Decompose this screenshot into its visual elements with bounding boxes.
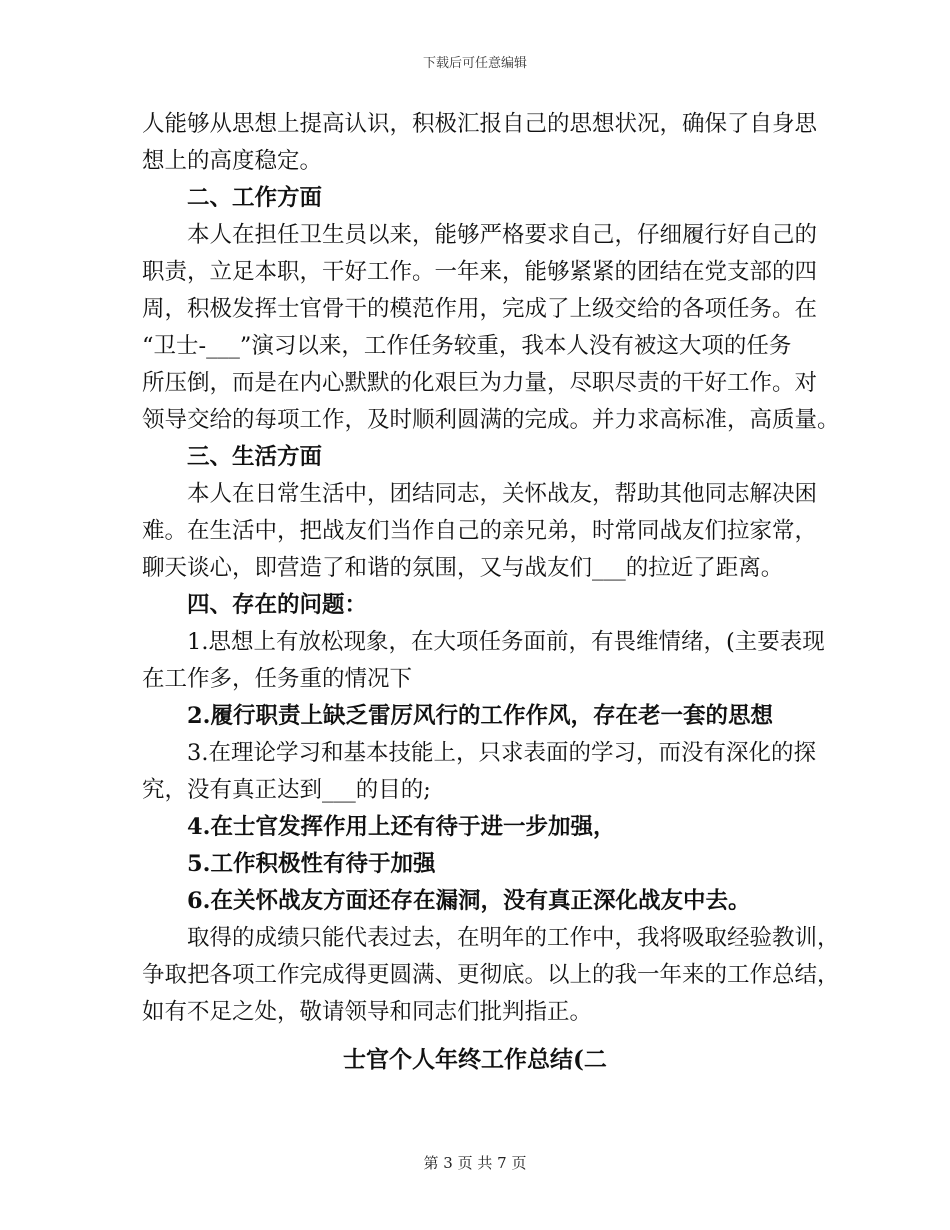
paragraph-line: 争取把各项工作完成得更圆满、更彻底。以上的我一年来的工作总结， (142, 962, 840, 988)
list-item-continuation: 究，没有真正达到___的目的; (142, 777, 431, 803)
list-item: 6.在关怀战友方面还存在漏洞，没有真正深化战友中去。 (187, 888, 751, 914)
paragraph-line: 想上的高度稳定。 (142, 148, 323, 174)
paragraph-line: 领导交给的每项工作，及时顺利圆满的完成。并力求高标准，高质量。 (142, 407, 840, 433)
paragraph-line: 人能够从思想上提高认识，积极汇报自己的思想状况，确保了自身思 (142, 111, 818, 137)
paragraph-line: 本人在日常生活中，团结同志，关怀战友，帮助其他同志解决困 (187, 481, 818, 507)
list-item: 2.履行职责上缺乏雷厉风行的工作作风，存在老一套的思想 (187, 703, 773, 729)
list-item: 3.在理论学习和基本技能上，只求表面的学习，而没有深化的探 (187, 740, 816, 766)
header-note: 下载后可任意编辑 (422, 56, 527, 71)
paragraph-line: “卫士-___”演习以来，工作任务较重，我本人没有被这大项的任务 (142, 333, 792, 359)
section-heading: 四、存在的问题： (187, 592, 368, 618)
document-body (142, 106, 840, 1031)
paragraph-line: 取得的成绩只能代表过去，在明年的工作中，我将吸取经验教训， (187, 925, 840, 951)
paragraph-line: 所压倒，而是在内心默默的化艰巨为力量，尽职尽责的干好工作。对 (142, 370, 818, 396)
section-heading: 三、生活方面 (187, 444, 323, 470)
section-heading: 二、工作方面 (187, 185, 323, 211)
list-item-continuation: 在工作多，任务重的情况下 (142, 666, 413, 692)
paragraph-line: 周，积极发挥士官骨干的模范作用，完成了上级交给的各项任务。在 (142, 296, 818, 322)
page-footer: 第 3 页 共 7 页 (423, 1154, 527, 1172)
paragraph-line: 职责，立足本职，干好工作。一年来，能够紧紧的团结在党支部的四 (142, 259, 818, 285)
paragraph-line: 聊天谈心，即营造了和谐的氛围，又与战友们___的拉近了距离。 (142, 555, 784, 581)
paragraph-line: 如有不足之处，敬请领导和同志们批判指正。 (142, 999, 593, 1025)
paragraph-line: 本人在担任卫生员以来，能够严格要求自己，仔细履行好自己的 (187, 222, 818, 248)
list-item: 5.工作积极性有待于加强 (187, 851, 436, 877)
list-item: 4.在士官发挥作用上还有待于进一步加强， (187, 814, 616, 840)
paragraph-line: 难。在生活中，把战友们当作自己的亲兄弟，时常同战友们拉家常， (142, 518, 818, 544)
document-title: 士官个人年终工作总结(二 (343, 1046, 607, 1073)
list-item: 1.思想上有放松现象，在大项任务面前，有畏维情绪，(主要表现 (187, 629, 825, 655)
